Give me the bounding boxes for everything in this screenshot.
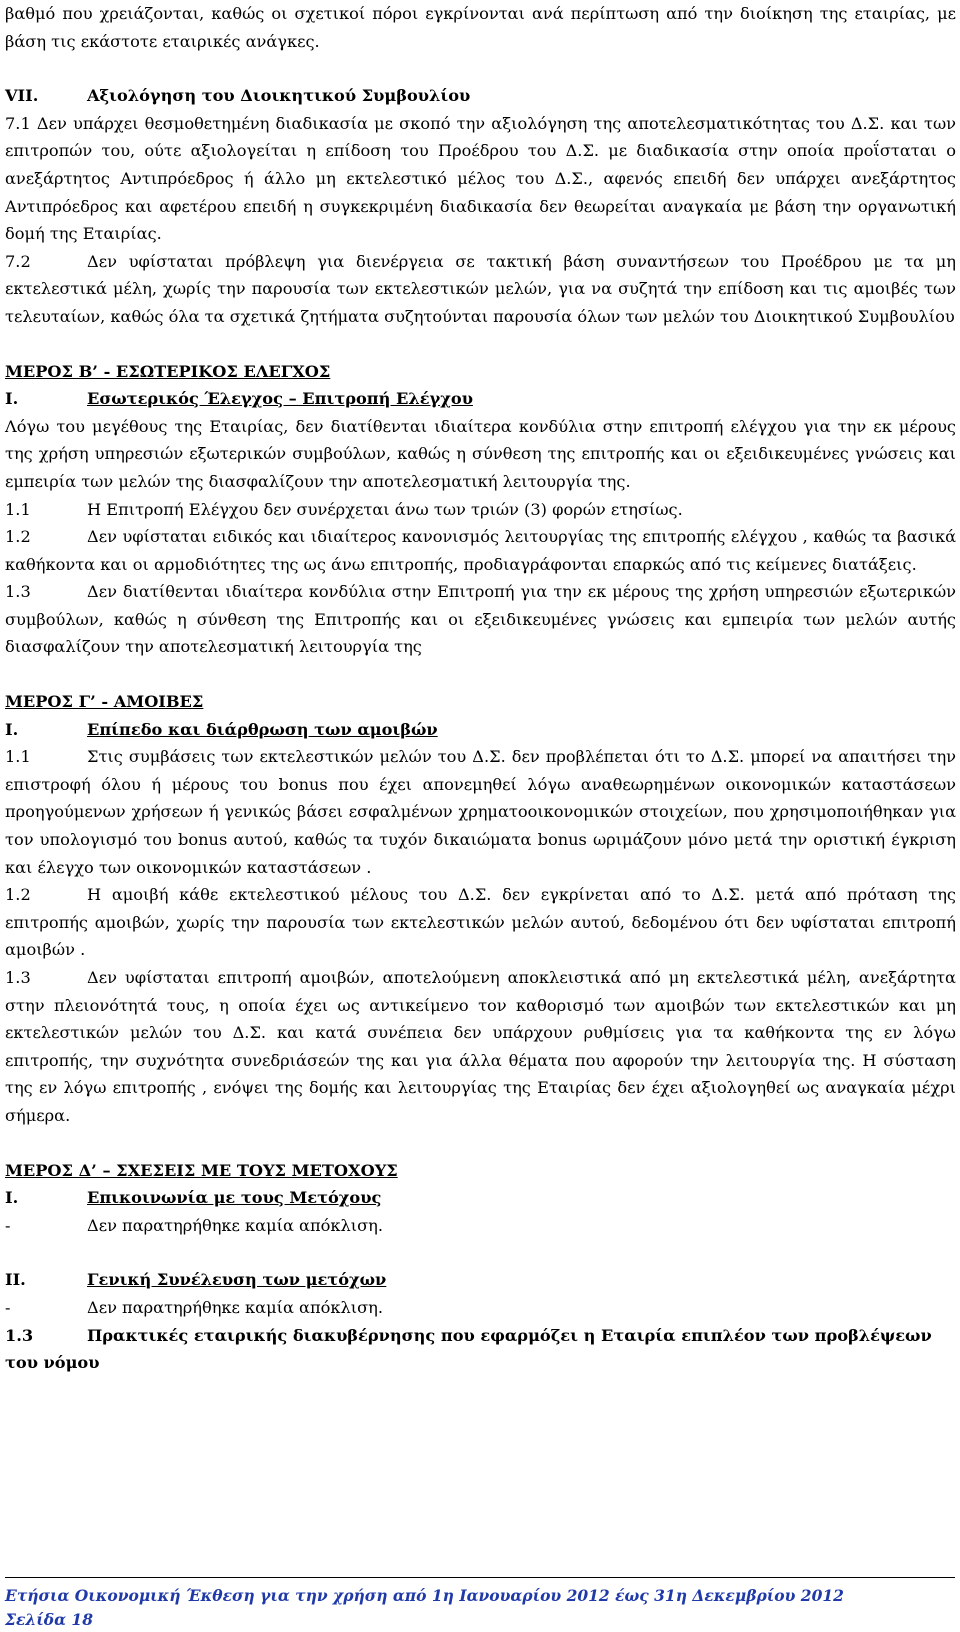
part-d-section-2-number: II. [5,1270,26,1290]
item-number: 1.2 [5,527,31,547]
item-number: 1.3 [5,582,31,602]
part-d-section-2-title: Γενική Συνέλευση των μετόχων [87,1270,387,1290]
part-c-heading: ΜΕΡΟΣ Γ’ - ΑΜΟΙΒΕΣ [5,692,204,712]
section-vii-heading [5,82,956,110]
item-number: 1.3 [5,968,31,987]
part-b-intro: Λόγω του μεγέθους της Εταιρίας, δεν διατίθενται ιδιαίτερα κονδύλια στην επιτροπή ελέγχου για την εκ μέρους της χρήση υπηρεσιών εξωτερικών συμβούλων, καθώς η σύνθεση της επιτροπής και οι εξειδικευμένες γνώσεις και εμπειρία των μελών της διασφαλίζουν την αποτελεσματική λειτουργία της. [5,416,956,491]
spacer [5,1239,956,1266]
item-number: 1.1 [5,499,31,519]
item-text: Δεν υφίσταται ειδικός και ιδιαίτερος κανονισμός λειτουργίας της επιτροπής ελέγχου , καθώς τα βασικά καθήκοντα και οι αρμοδιότητες της ως άνω επιτροπής, προδιαγράφονται επαρκώς από τις κείμενες διατάξεις. [5,527,956,574]
spacer [5,331,956,358]
part-d-heading: ΜΕΡΟΣ Δ’ – ΣΧΕΣΕΙΣ ΜΕ ΤΟΥΣ ΜΕΤΟΧΟΥΣ [5,1160,398,1180]
spacer [5,1130,956,1157]
part-c-item [5,743,956,881]
paragraph-7-2-number: 7.2 [5,251,31,271]
dash-bullet: - [5,1297,11,1317]
part-d-section-3-title-continuation: του νόμου [5,1353,100,1373]
part-b-item [5,523,956,578]
part-c-section-heading [5,716,956,744]
part-c-item [5,881,956,964]
section-vii-number: VII. [5,86,39,106]
item-text: Δεν υφίσταται επιτροπή αμοιβών, αποτελούμενη αποκλειστικά από μη εκτελεστικά μέλη, ανεξάρτητα στην πλειονότητά τους, η οποία έχει ως αντικείμενο τον καθορισμό των αμοιβών των εκτελεστικών και μη εκτελεστικών μελών του Δ.Σ. και κατά συνέπεια δεν υπάρχουν ρυθμίσεις για τα καθήκοντα της εν λόγω επιτροπής, την συχνότητα συνεδριάσεών της και για άλλα θέματα που αφορούν την λειτουργία της. Η σύσταση της εν λόγω επιτροπής , ενόψει της δομής και λειτουργίας της Εταιρίας δεν έχει αξιολογηθεί ως αναγκαία μέχρι σήμερα. [5,968,956,1125]
part-b-item [5,578,956,661]
part-c-item [5,964,956,1130]
part-c-section-number: I. [5,719,19,739]
part-d-section-1-heading [5,1184,956,1212]
part-d-section-3-title: Πρακτικές εταιρικής διακυβέρνησης που εφαρμόζει η Εταιρία επιπλέον των προβλέψεων [87,1325,932,1345]
intro-paragraph: βαθμό που χρειάζονται, καθώς οι σχετικοί πόροι εγκρίνονται ανά περίπτωση από την διοίκηση της εταιρίας, με βάση τις εκάστοτε εταιρικές ανάγκες. [5,4,956,51]
item-text: Δεν παρατηρήθηκε καμία απόκλιση. [87,1215,383,1235]
section-vii-title: Αξιολόγηση του Διοικητικού Συμβουλίου [87,86,471,106]
footer-report-title: Ετήσια Οικονομική Έκθεση για την χρήση από 1η Ιανουαρίου 2012 έως 31η Δεκεμβρίου 2012 [5,1586,844,1605]
item-number: 1.1 [5,747,31,767]
item-text: Δεν παρατηρήθηκε καμία απόκλιση. [87,1297,383,1317]
spacer [5,55,956,82]
part-d-section-1-number: I. [5,1188,19,1208]
item-number: 1.2 [5,885,31,905]
item-text: Δεν διατίθενται ιδιαίτερα κονδύλια στην Επιτροπή για την εκ μέρους της χρήση υπηρεσιών εξωτερικών συμβούλων, καθώς η σύνθεση της Επιτροπής και οι εξειδικευμένες γνώσεις και εμπειρία των μελών αυτής διασφαλίζουν την αποτελεσματική λειτουργία της [5,582,956,657]
page-footer [5,1577,955,1632]
item-text: Στις συμβάσεις των εκτελεστικών μελών του Δ.Σ. δεν προβλέπεται ότι το Δ.Σ. μπορεί να απαιτήσει την επιστροφή όλου ή μέρους του bonus που έχει απονεμηθεί λόγω αναθεωρημένων οικονομικών καταστάσεων προηγούμενων χρήσεων ή γενικώς βάσει εσφαλμένων χρηματοοικονομικών στοιχείων, που χρησιμοποιήθηκαν για τον υπολογισμό του bonus αυτού, καθώς τα τυχόν δικαιώματα bonus ωριμάζουν μόνο μετά την οριστική έγκριση και έλεγχο των οικονομικών καταστάσεων . [5,747,956,877]
paragraph-7-2-text: Δεν υφίσταται πρόβλεψη για διενέργεια σε τακτική βάση συναντήσεων του Προέδρου με τα μη εκτελεστικά μέλη, χωρίς την παρουσία των εκτελεστικών μελών, για να συζητά την επίδοση και τις αμοιβές των τελευταίων, καθώς όλα τα σχετικά ζητήματα συζητούνται παρουσία όλων των μελών του Διοικητικού Συμβουλίου [5,251,956,326]
footer-page-number: Σελίδα 18 [5,1610,93,1629]
part-d-section-1-item [5,1212,956,1240]
part-d-section-2-heading [5,1266,956,1294]
part-d-section-1-title: Επικοινωνία με τους Μετόχους [87,1188,382,1208]
item-text: Η Επιτροπή Ελέγχου δεν συνέρχεται άνω των τριών (3) φορών ετησίως. [87,499,683,519]
part-b-heading: ΜΕΡΟΣ Β’ - ΕΣΩΤΕΡΙΚΟΣ ΕΛΕΓΧΟΣ [5,361,331,381]
document-page [5,0,956,1377]
spacer [5,661,956,688]
part-d-section-2-item [5,1294,956,1322]
dash-bullet: - [5,1215,11,1235]
part-b-section-number: I. [5,389,19,409]
paragraph-7-2 [5,248,956,331]
part-b-item [5,496,956,524]
part-d-section-3-number: 1.3 [5,1325,34,1345]
part-c-section-title: Επίπεδο και διάρθρωση των αμοιβών [87,719,438,739]
part-b-section-title: Εσωτερικός Έλεγχος – Επιτροπή Ελέγχου [87,389,473,409]
part-d-section-3-heading [5,1322,956,1350]
part-b-section-heading [5,385,956,413]
item-text: Η αμοιβή κάθε εκτελεστικού μέλους του Δ.Σ. δεν εγκρίνεται από το Δ.Σ. μετά από πρόταση της επιτροπής αμοιβών, χωρίς την παρουσία των εκτελεστικών μελών αυτού, δεδομένου ότι δεν υφίσταται επιτροπή αμοιβών . [5,885,956,960]
paragraph-7-1: 7.1 Δεν υπάρχει θεσμοθετημένη διαδικασία με σκοπό την αξιολόγηση της αποτελεσματικότητας του Δ.Σ. και των επιτροπών του, ούτε αξιολογείται η επίδοση του Προέδρου του Δ.Σ. με διαδικασία στην οποία προΐσταται ο ανεξάρτητος Αντιπρόεδρος ή άλλο μη εκτελεστικό μέλος του Δ.Σ., αφενός επειδή δεν υπάρχει ανεξάρτητος Αντιπρόεδρος και αφετέρου επειδή η συγκεκριμένη διαδικασία δεν θεωρείται αναγκαία με βάση την οργανωτική δομή της Εταιρίας. [5,113,956,244]
